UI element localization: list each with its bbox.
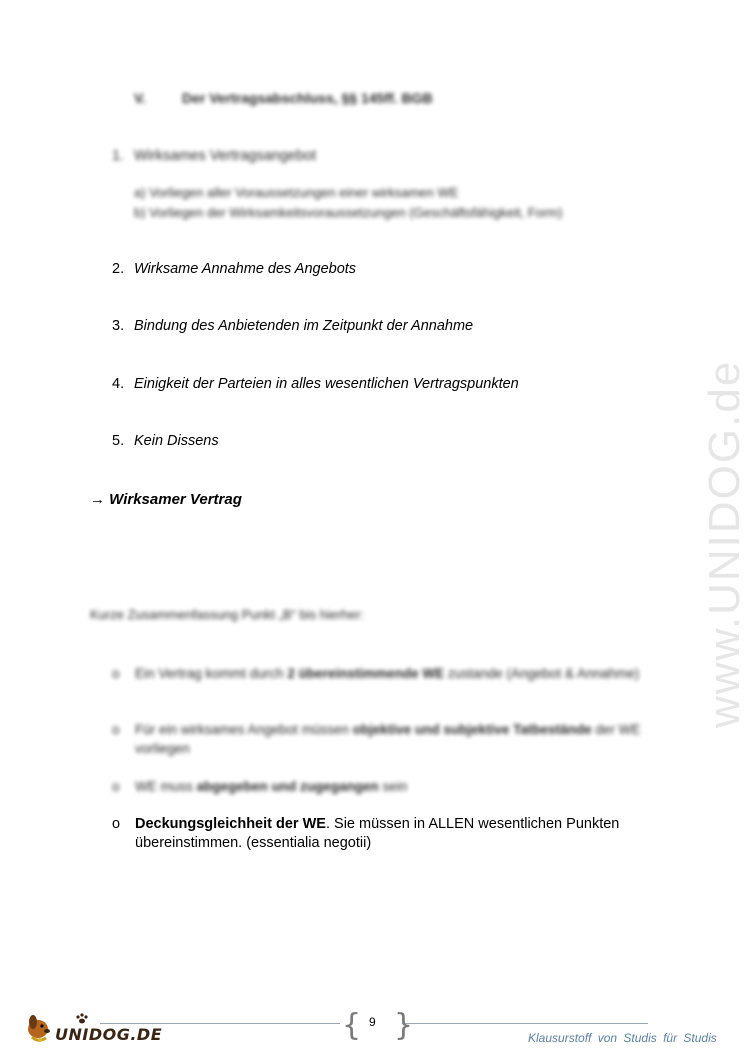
bullet-marker: o xyxy=(112,779,120,794)
list-item-label: Wirksames Vertragsangebot xyxy=(134,148,317,164)
arrow-icon: → xyxy=(90,491,105,508)
watermark: www.UNIDOG.de xyxy=(700,359,749,728)
summary-bullet: o WE muss abgegeben und zugegangen sein xyxy=(112,779,408,794)
summary-bullet: o Für ein wirksames Angebot müssen objektive und subjektive Tatbestände der WE vorliegen xyxy=(112,722,641,756)
logo-text: UNIDOG.DE xyxy=(55,1025,163,1044)
page-number: 9 xyxy=(369,1015,376,1029)
footer-tagline: Klausurstoff von Studis für Studis xyxy=(528,1031,717,1045)
summary-title: Kurze Zusammenfassung Punkt „B“ bis hierher: xyxy=(90,607,364,622)
list-item-label: Wirksame Annahme des Angebots xyxy=(134,261,357,277)
result-line xyxy=(90,491,242,508)
section-heading xyxy=(134,90,433,106)
list-item: 4. Einigkeit der Parteien in alles wesentlichen Vertragspunkten xyxy=(112,376,519,392)
summary-bullet: o Deckungsgleichheit der WE. Sie müssen in ALLEN wesentlichen Punkten übereinstimmen. (essentialia negotii) xyxy=(112,816,620,851)
footer-rule-right xyxy=(402,1023,648,1024)
list-item: 5. Kein Dissens xyxy=(112,433,219,449)
section-title: Der Vertragsabschluss, §§ 145ff. BGB xyxy=(182,90,433,106)
list-item: 2. Wirksame Annahme des Angebots xyxy=(112,261,357,277)
bullet-marker: o xyxy=(112,816,121,832)
list-item: 1. Wirksames Vertragsangebot xyxy=(112,148,317,164)
list-item: 3. Bindung des Anbietenden im Zeitpunkt der Annahme xyxy=(112,318,474,334)
list-item-label: Kein Dissens xyxy=(134,433,219,449)
bullet-marker: o xyxy=(112,722,120,737)
sub-item: b) Vorliegen der Wirksamkeitsvoraussetzungen (Geschäftsfähigkeit, Form) xyxy=(134,205,563,220)
page-bracket-right: } xyxy=(394,1008,414,1043)
page-bracket-left: { xyxy=(342,1008,362,1043)
summary-bullet: o Ein Vertrag kommt durch 2 übereinstimmende WE zustande (Angebot & Annahme) xyxy=(112,666,640,681)
list-item-label: Bindung des Anbietenden im Zeitpunkt der Annahme xyxy=(134,318,474,334)
list-item-label: Einigkeit der Parteien in alles wesentlichen Vertragspunkten xyxy=(134,376,519,392)
section-number: V. xyxy=(134,90,146,106)
footer-rule-left xyxy=(100,1023,340,1024)
result-text: Wirksamer Vertrag xyxy=(109,491,242,508)
bullet-marker: o xyxy=(112,666,120,681)
sub-item: a) Vorliegen aller Voraussetzungen einer wirksamen WE xyxy=(134,185,459,200)
